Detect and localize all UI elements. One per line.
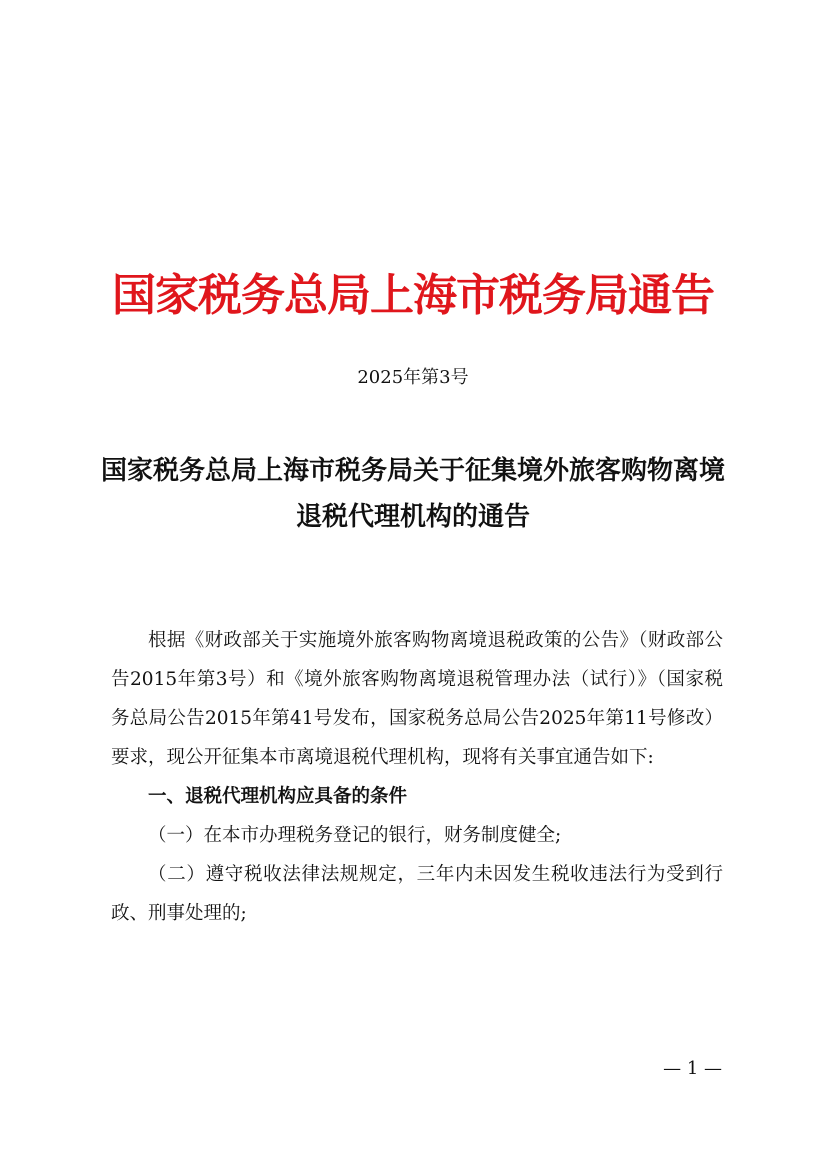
page-number: — 1 — <box>663 1058 722 1079</box>
notice-title: 国家税务总局上海市税务局关于征集境外旅客购物离境退税代理机构的通告 <box>100 456 725 532</box>
intro-paragraph: 根据《财政部关于实施境外旅客购物离境退税政策的公告》（财政部公告2015年第3号）和《境外旅客购物离境退税管理办法（试行）》（国家税务总局公告2015年第41号发布，国家税务总局公告2025年第11号修改）要求，现公开征集本市离境退税代理机构，现将有关事宜通告如下: <box>111 630 723 768</box>
notice-body <box>111 621 723 933</box>
section-heading: 一、退税代理机构应具备的条件 <box>148 786 408 807</box>
condition-item-2: （二）遵守税收法律法规规定，三年内未因发生税收违法行为受到行政、刑事处理的; <box>111 864 723 924</box>
document-number: 2025年第3号 <box>357 367 469 388</box>
condition-item-1: （一）在本市办理税务登记的银行，财务制度健全; <box>148 825 562 846</box>
masthead-title: 国家税务总局上海市税务局通告 <box>112 270 714 321</box>
